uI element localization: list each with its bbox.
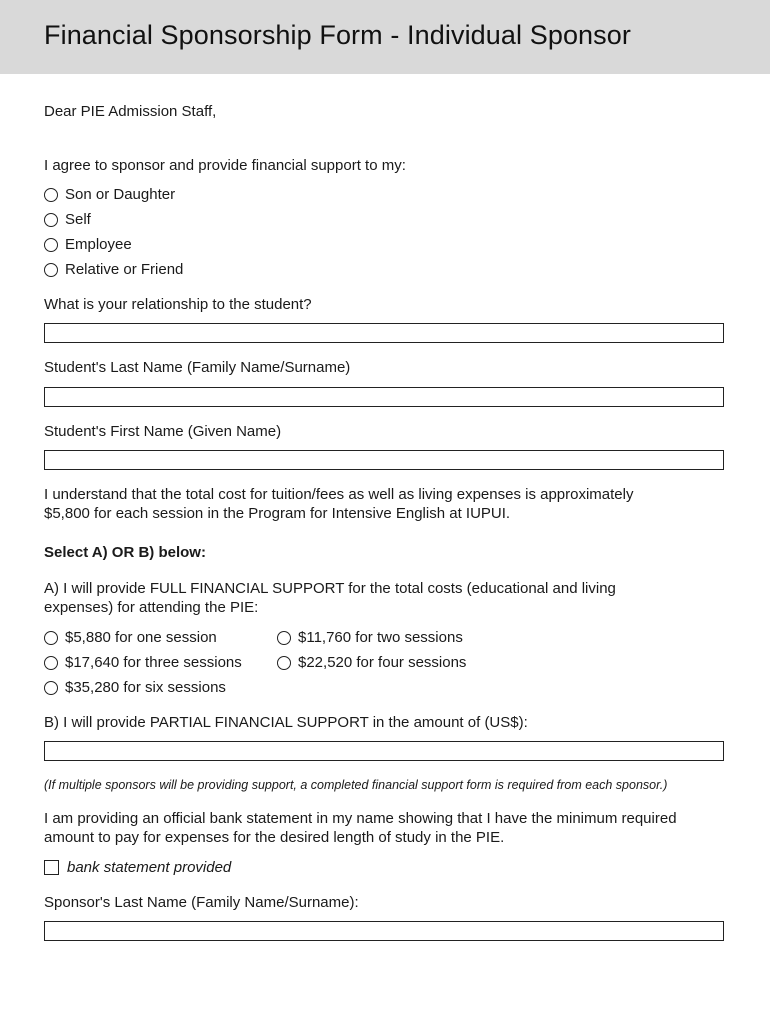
radio-label: $5,880 for one session <box>65 629 217 646</box>
cost-statement-line1: I understand that the total cost for tuition/fees as well as living expenses is approximately <box>44 486 634 503</box>
radio-label: $17,640 for three sessions <box>65 654 242 671</box>
radio-label: Self <box>65 211 91 228</box>
radio-self[interactable] <box>44 210 91 229</box>
multiple-sponsors-note: (If multiple sponsors will be providing support, a completed financial support form is required from each sponsor.) <box>44 778 668 792</box>
sponsor-last-name-label: Sponsor's Last Name (Family Name/Surname): <box>44 894 359 911</box>
form-title: Financial Sponsorship Form - Individual Sponsor <box>44 20 631 50</box>
radio-four-sessions[interactable] <box>277 653 466 672</box>
radio-two-sessions[interactable] <box>277 628 463 647</box>
partial-support-amount-input[interactable] <box>44 741 724 761</box>
radio-six-sessions[interactable] <box>44 678 226 697</box>
student-first-name-label: Student's First Name (Given Name) <box>44 423 282 440</box>
radio-circle-icon[interactable] <box>44 631 58 645</box>
radio-circle-icon[interactable] <box>44 238 58 252</box>
radio-label: Relative or Friend <box>65 261 184 278</box>
checkbox-label: bank statement provided <box>67 859 232 876</box>
radio-relative-or-friend[interactable] <box>44 260 183 279</box>
radio-circle-icon[interactable] <box>44 263 58 277</box>
sponsor-last-name-input[interactable] <box>44 921 724 941</box>
radio-three-sessions[interactable] <box>44 653 242 672</box>
cost-statement-line2: $5,800 for each session in the Program for Intensive English at IUPUI. <box>44 505 511 522</box>
student-first-name-input[interactable] <box>44 450 724 470</box>
radio-label: $11,760 for two sessions <box>298 629 463 646</box>
radio-circle-icon[interactable] <box>277 631 291 645</box>
radio-circle-icon[interactable] <box>44 681 58 695</box>
relationship-input[interactable] <box>44 323 724 343</box>
greeting-text: Dear PIE Admission Staff, <box>44 103 217 120</box>
checkbox-icon[interactable] <box>44 860 59 875</box>
student-last-name-input[interactable] <box>44 387 724 407</box>
option-b-label: B) I will provide PARTIAL FINANCIAL SUPPORT in the amount of (US$): <box>44 714 528 731</box>
form-header <box>0 0 770 74</box>
bank-statement-checkbox[interactable] <box>44 858 231 877</box>
radio-employee[interactable] <box>44 235 132 254</box>
radio-label: $22,520 for four sessions <box>298 654 467 671</box>
relationship-label: What is your relationship to the student? <box>44 296 312 313</box>
option-a-line1: A) I will provide FULL FINANCIAL SUPPORT for the total costs (educational and living <box>44 580 616 597</box>
bank-statement-line2: amount to pay for expenses for the desired length of study in the PIE. <box>44 829 505 846</box>
sponsor-intro-text: I agree to sponsor and provide financial support to my: <box>44 157 406 174</box>
student-last-name-label: Student's Last Name (Family Name/Surname) <box>44 359 351 376</box>
bank-statement-line1: I am providing an official bank statement in my name showing that I have the minimum required <box>44 810 677 827</box>
radio-label: Son or Daughter <box>65 186 176 203</box>
option-a-line2: expenses) for attending the PIE: <box>44 599 259 616</box>
radio-circle-icon[interactable] <box>44 213 58 227</box>
radio-one-session[interactable] <box>44 628 217 647</box>
radio-son-or-daughter[interactable] <box>44 185 175 204</box>
select-heading: Select A) OR B) below: <box>44 544 206 561</box>
radio-label: $35,280 for six sessions <box>65 679 226 696</box>
radio-circle-icon[interactable] <box>44 656 58 670</box>
radio-circle-icon[interactable] <box>44 188 58 202</box>
radio-circle-icon[interactable] <box>277 656 291 670</box>
radio-label: Employee <box>65 236 132 253</box>
